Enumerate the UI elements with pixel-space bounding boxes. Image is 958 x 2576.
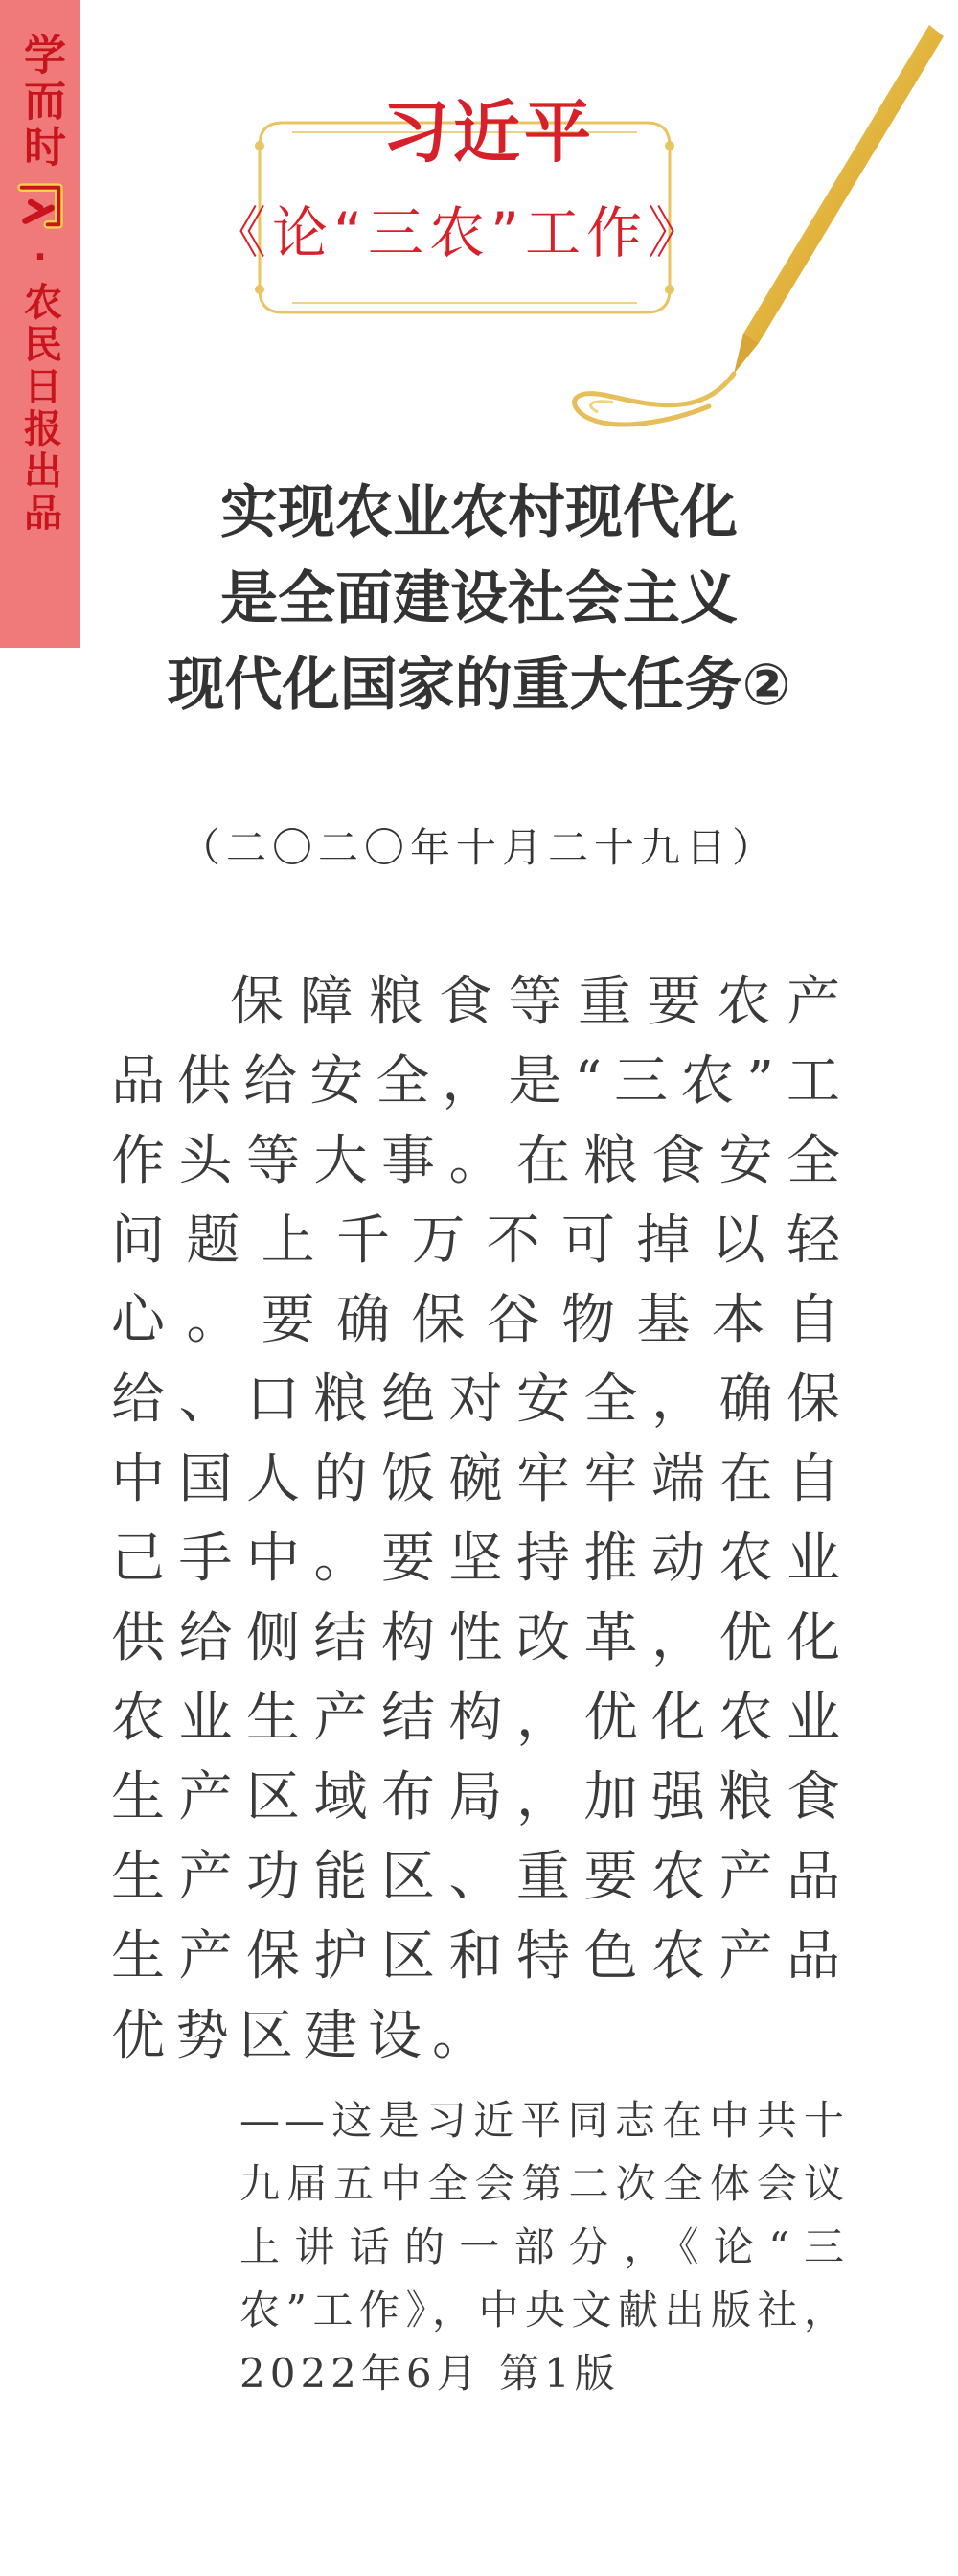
article-title-line: 现代化国家的重大任务② (167, 652, 791, 719)
author-name: 习近平 (382, 93, 595, 172)
side-tab-separator: · (34, 238, 47, 277)
article-title-line: 实现农业农村现代化 (220, 479, 738, 546)
article-title-line: 是全面建设社会主义 (220, 565, 738, 632)
side-tab-bottom-text: 农民日报出品 (17, 282, 62, 535)
article-body: 保障粮食等重要农产品供给安全，是“三农”工作头等大事。在粮食安全问题上千万不可掉以轻心。要确保谷物基本自给、口粮绝对安全，确保中国人的饭碗牢牢端在自己手中。要坚持推动农业供给侧结构性改革，优化农业生产结构，优化农业生产区域布局，加强粮食生产功能区、重要农产品生产保护区和特色农产品优势区建设。 (111, 971, 851, 2067)
xi-emblem-icon (12, 178, 68, 234)
article-title (57, 470, 901, 728)
article-date: （二〇二〇年十月二十九日） (179, 824, 778, 871)
article-source: ——这是习近平同志在中共十九届五中全会第二次全体会议上讲话的一部分，《论“三农”工作》，中央文献出版社，2022年6月 第1版 (240, 2097, 849, 2397)
side-tab-top-text: 学而时 (16, 33, 65, 171)
book-title: 《论“三农”工作》 (210, 200, 710, 265)
